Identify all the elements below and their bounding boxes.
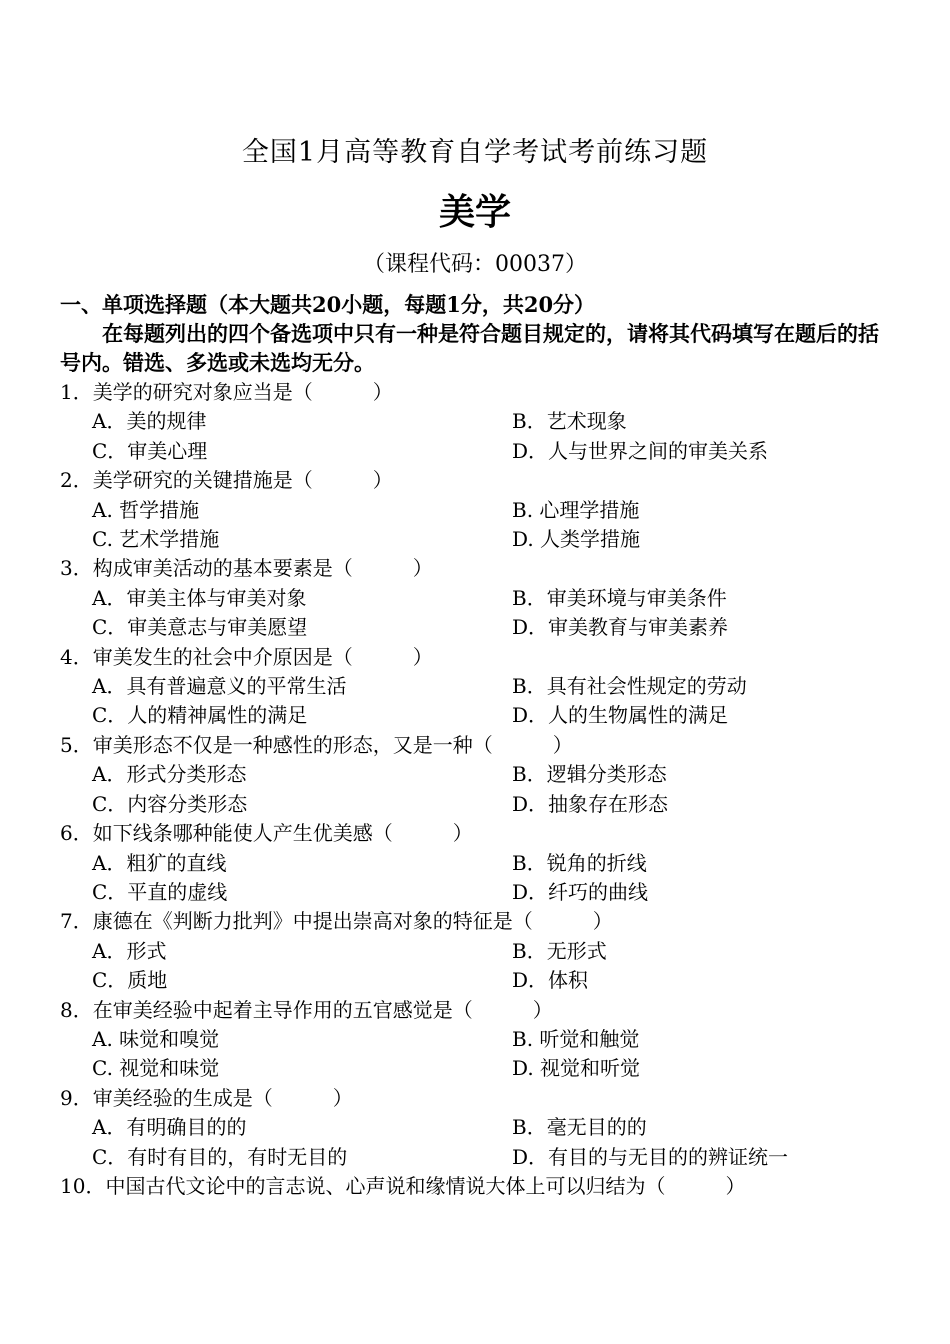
question-stem: 9．审美经验的生成是（ ）	[60, 1085, 353, 1110]
option-a: A. 味觉和嗅觉	[92, 1026, 220, 1051]
option-row	[60, 1054, 900, 1083]
option-d: D．纤巧的曲线	[512, 879, 649, 904]
option-a: A．形式	[92, 938, 167, 963]
question-stem: 10．中国古代文论中的言志说、心声说和缘情说大体上可以归结为（ ）	[60, 1173, 746, 1198]
option-a: A．美的规律	[92, 409, 207, 434]
option-b: B．毫无目的的	[512, 1115, 647, 1140]
option-d: D. 人类学措施	[512, 527, 641, 552]
option-a: A．有明确目的的	[92, 1115, 247, 1140]
option-c: C．平直的虚线	[92, 879, 228, 904]
option-b: B．锐角的折线	[512, 850, 647, 875]
option-c: C．内容分类形态	[92, 791, 248, 816]
option-a: A．形式分类形态	[92, 762, 247, 787]
question-stem: 4．审美发生的社会中介原因是（ ）	[60, 644, 433, 669]
option-row	[60, 525, 900, 554]
option-row	[60, 584, 900, 613]
option-row	[60, 790, 900, 819]
option-row	[60, 496, 900, 525]
option-d: D．抽象存在形态	[512, 791, 669, 816]
option-c: C. 艺术学措施	[92, 527, 220, 552]
question-stem: 7．康德在《判断力批判》中提出崇高对象的特征是（ ）	[60, 909, 613, 934]
option-c: C．人的精神属性的满足	[92, 703, 308, 728]
subject-title: 美学	[438, 191, 511, 233]
option-c: C．审美心理	[92, 438, 208, 463]
question-list	[60, 378, 900, 1201]
option-row	[60, 407, 900, 436]
option-b: B．审美环境与审美条件	[512, 585, 727, 610]
option-row	[60, 613, 900, 642]
option-a: A．具有普遍意义的平常生活	[92, 674, 347, 699]
option-row	[60, 849, 900, 878]
option-c: C．质地	[92, 968, 168, 993]
option-b: B．具有社会性规定的劳动	[512, 674, 747, 699]
option-b: B．逻辑分类形态	[512, 762, 667, 787]
question-stem: 8．在审美经验中起着主导作用的五官感觉是（ ）	[60, 997, 553, 1022]
option-row	[60, 878, 900, 907]
option-c: C．审美意志与审美愿望	[92, 615, 308, 640]
option-b: B．艺术现象	[512, 409, 627, 434]
option-row	[60, 937, 900, 966]
option-row	[60, 760, 900, 789]
option-c: C. 视觉和味觉	[92, 1056, 220, 1081]
option-row	[60, 437, 900, 466]
option-row	[60, 1113, 900, 1142]
option-d: D．有目的与无目的的辨证统一	[512, 1144, 789, 1169]
question-stem: 5．审美形态不仅是一种感性的形态，又是一种（ ）	[60, 732, 573, 757]
option-d: D．人与世界之间的审美关系	[512, 438, 769, 463]
section-instructions: 在每题列出的四个备选项中只有一种是符合题目规定的，请将其代码填写在题后的括号内。错选、多选或未选均无分。	[60, 321, 879, 375]
exam-title: 全国1月高等教育自学考试考前练习题	[241, 137, 709, 168]
question-stem: 1．美学的研究对象应当是（ ）	[60, 380, 393, 404]
question-stem: 3．构成审美活动的基本要素是（ ）	[60, 556, 433, 581]
course-code: （课程代码：00037）	[363, 252, 587, 277]
option-d: D. 视觉和听觉	[512, 1056, 641, 1081]
option-a: A．审美主体与审美对象	[92, 585, 307, 610]
option-b: B．无形式	[512, 938, 607, 963]
question-stem: 2．美学研究的关键措施是（ ）	[60, 468, 393, 493]
option-c: C．有时有目的，有时无目的	[92, 1144, 348, 1169]
option-b: B. 听觉和触觉	[512, 1026, 640, 1051]
question-stem: 6．如下线条哪种能使人产生优美感（ ）	[60, 821, 473, 846]
option-row	[60, 1143, 900, 1172]
option-row	[60, 1025, 900, 1054]
option-a: A. 哲学措施	[92, 497, 200, 522]
option-d: D．审美教育与审美素养	[512, 615, 729, 640]
option-row	[60, 966, 900, 995]
option-row	[60, 672, 900, 701]
option-row	[60, 701, 900, 730]
option-d: D．体积	[512, 968, 589, 993]
option-a: A．粗犷的直线	[92, 850, 227, 875]
option-d: D．人的生物属性的满足	[512, 703, 729, 728]
option-b: B. 心理学措施	[512, 497, 640, 522]
section-heading: 一、单项选择题（本大题共20小题，每题1分，共20分）	[60, 292, 596, 317]
